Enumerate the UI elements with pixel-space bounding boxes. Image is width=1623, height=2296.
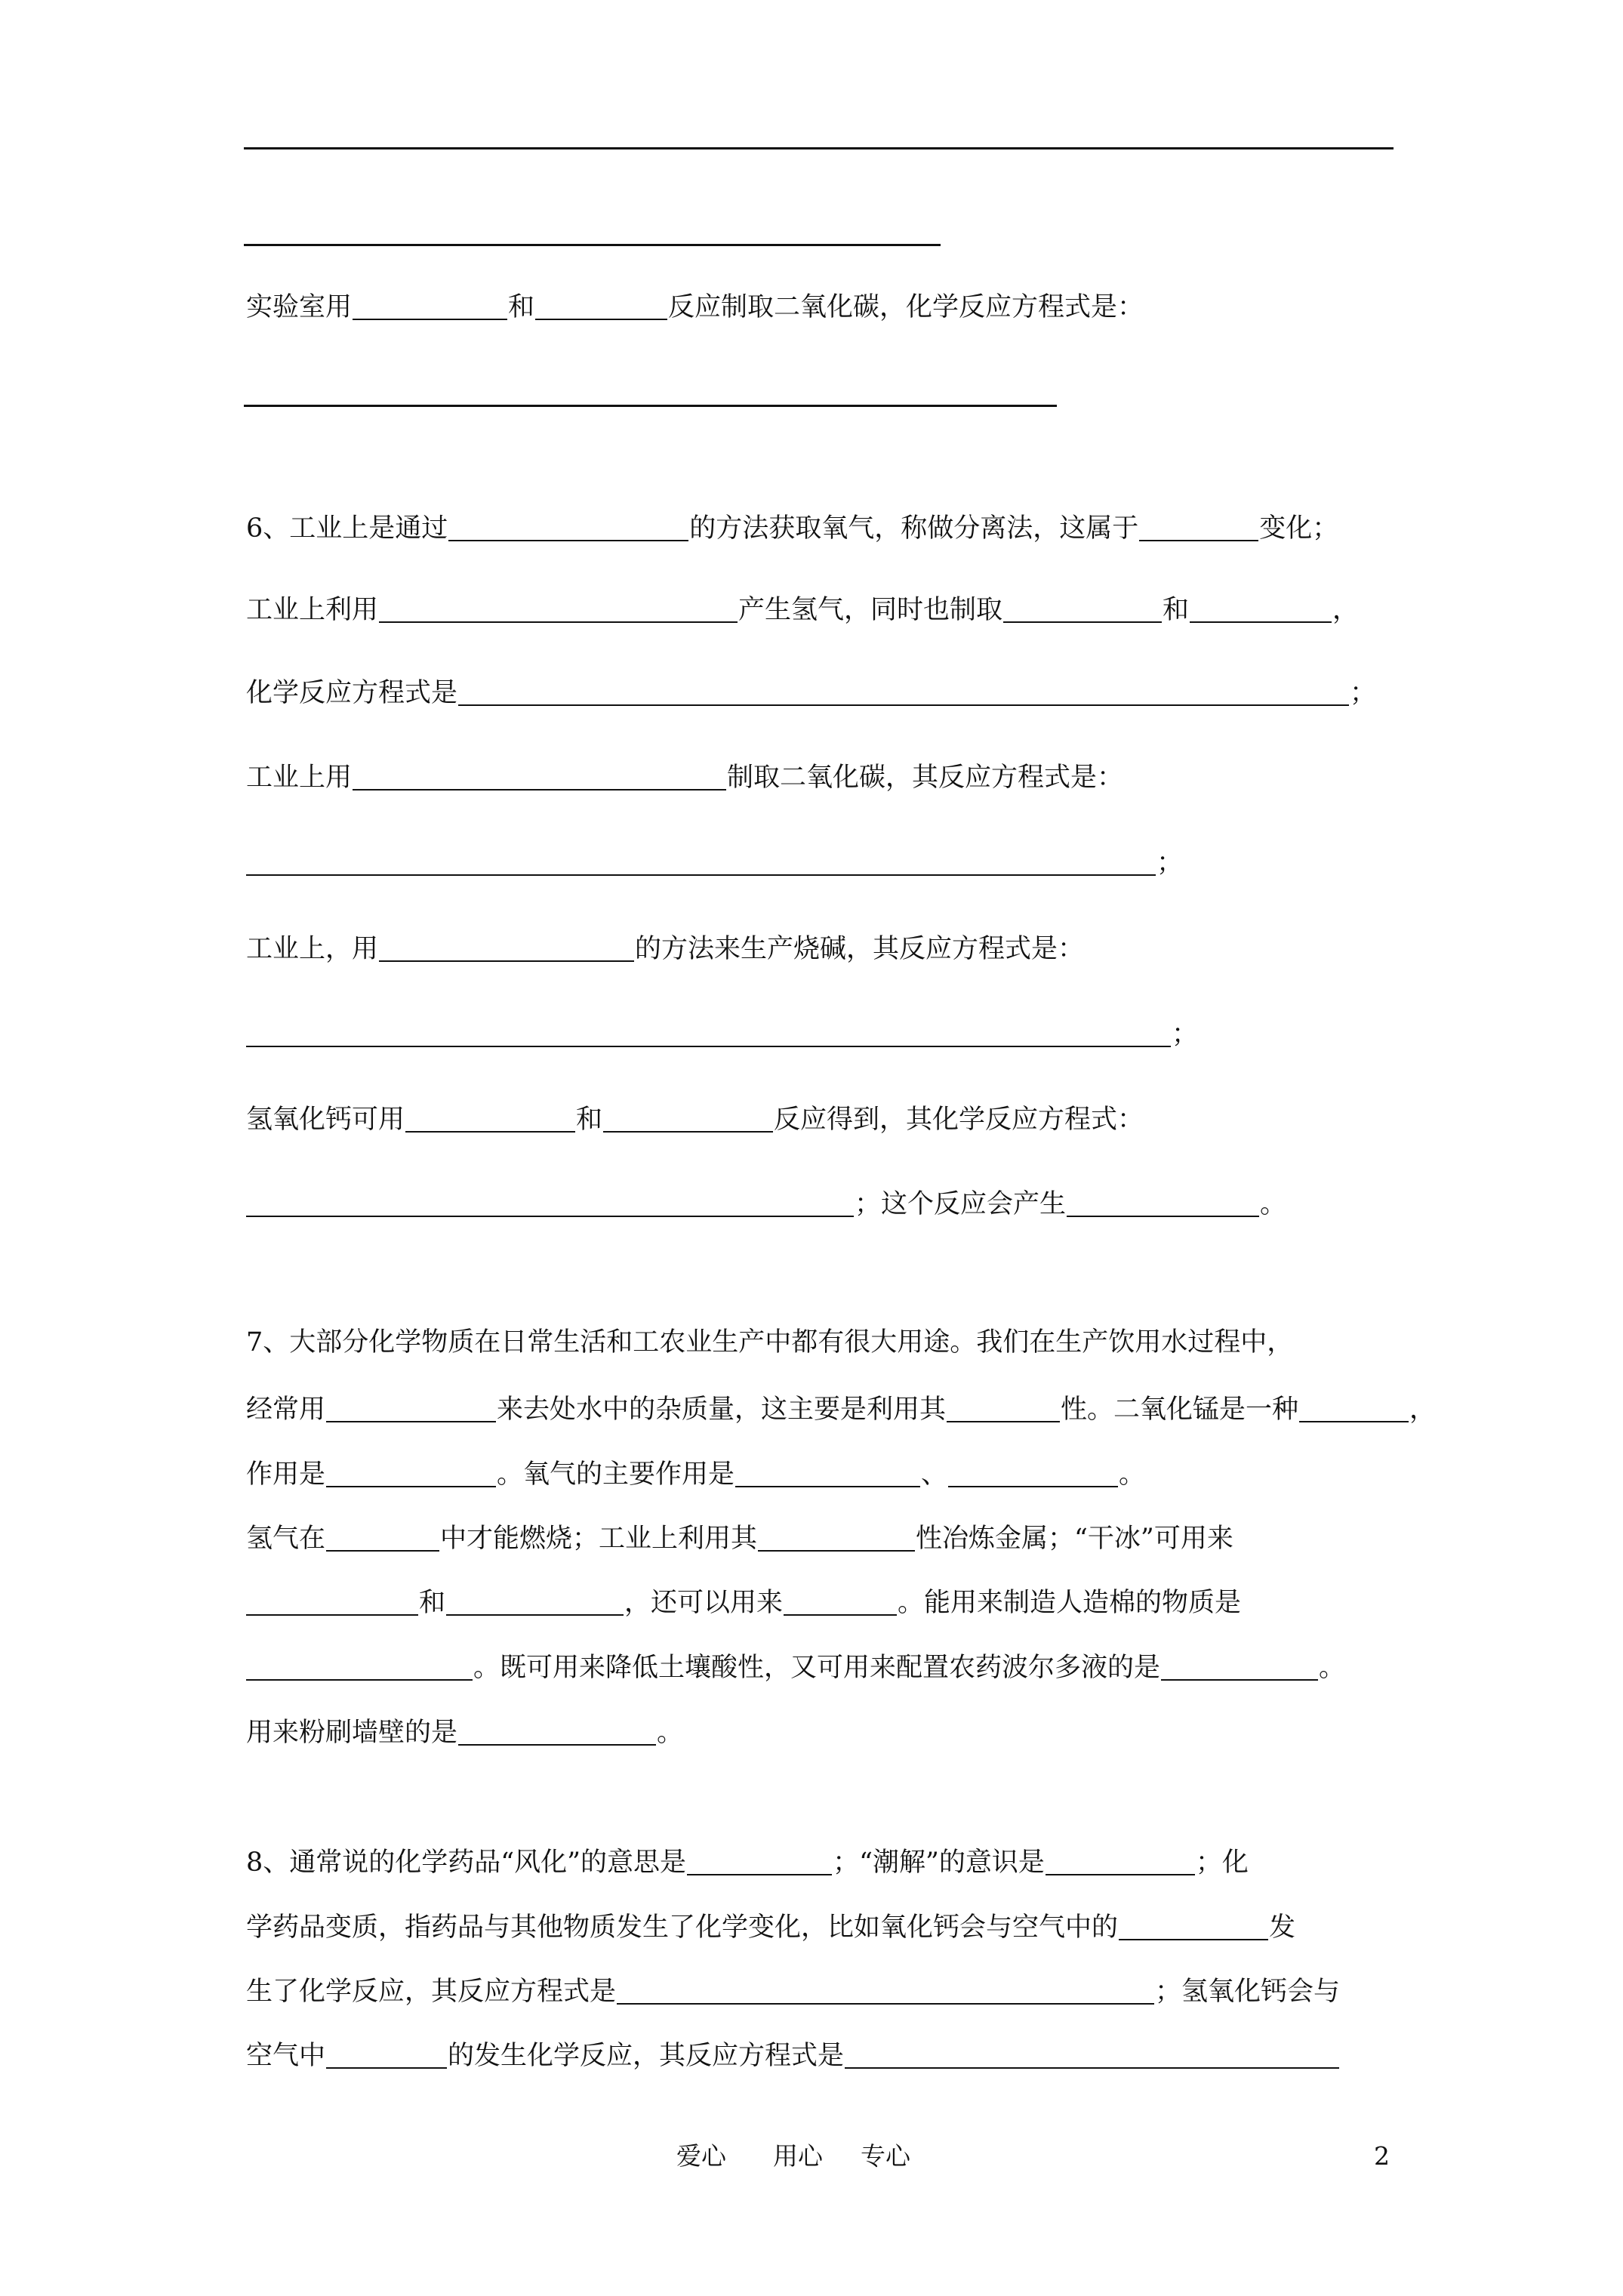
text: 。	[1319, 1653, 1346, 1683]
text: 产生氢气，同时也制取	[738, 595, 1003, 625]
fill-blank[interactable]	[326, 2037, 447, 2069]
q7-line-3	[246, 1456, 1145, 1493]
text: 性冶炼金属；“干冰”可用来	[916, 1524, 1233, 1554]
fill-blank[interactable]	[687, 1844, 832, 1875]
text: 工业上利用	[246, 595, 379, 625]
q7-line-1	[246, 1324, 1293, 1361]
q7-line-7	[246, 1714, 683, 1752]
text: 。既可用来降低土壤酸性，又可用来配置农药波尔多液的是	[473, 1653, 1161, 1683]
text: ；	[1350, 678, 1377, 708]
q8-line-4	[246, 2037, 1340, 2075]
text: 性。二氧化锰是一种	[1061, 1395, 1299, 1425]
text: 工业上，用	[246, 934, 379, 964]
fill-blank[interactable]	[353, 288, 507, 320]
fill-blank[interactable]	[458, 674, 1349, 706]
fill-blank[interactable]	[1067, 1185, 1259, 1217]
footer-motto-3: 专心	[861, 2141, 910, 2171]
question-number-8: 8、通常说的化学药品“风化”的意思是	[246, 1848, 687, 1878]
text: ，	[1332, 595, 1360, 625]
q6-line-5	[246, 844, 1183, 882]
fill-blank[interactable]	[326, 1456, 496, 1487]
text: 和	[576, 1105, 603, 1135]
text: 。能用来制造人造棉的物质是	[898, 1588, 1242, 1618]
text: ，还可以用来	[624, 1588, 784, 1618]
fill-blank[interactable]	[326, 1391, 496, 1422]
text: 反应制取二氧化碳，化学反应方程式是：	[668, 292, 1144, 322]
fill-blank[interactable]	[353, 759, 726, 791]
q6-line-6	[246, 930, 1084, 968]
text: 变化；	[1259, 513, 1339, 544]
fill-blank[interactable]	[246, 1015, 1171, 1047]
fill-blank[interactable]	[1003, 591, 1162, 623]
fill-blank[interactable]	[246, 1185, 854, 1217]
q6-line-4	[246, 759, 1123, 797]
text: 实验室用	[246, 292, 353, 322]
q6-line-7	[246, 1015, 1198, 1053]
text: 和	[1163, 595, 1190, 625]
text: 的发生化学反应，其反应方程式是	[448, 2041, 845, 2071]
fill-blank[interactable]	[1119, 1909, 1268, 1940]
text: 。氧气的主要作用是	[497, 1459, 735, 1490]
fill-blank[interactable]	[1299, 1391, 1409, 1422]
text: 制取二氧化碳，其反应方程式是：	[727, 763, 1124, 793]
text: ，	[1409, 1395, 1437, 1425]
text: 中才能燃烧；工业上利用其	[440, 1524, 758, 1554]
q6-line-9	[246, 1185, 1286, 1223]
text: 经常用	[246, 1395, 326, 1425]
text: 。	[1119, 1459, 1146, 1490]
text: 的方法来生产烧碱，其反应方程式是：	[635, 934, 1085, 964]
fill-blank[interactable]	[446, 1584, 624, 1616]
q8-line-2	[246, 1909, 1295, 1946]
text: ；氢氧化钙会与	[1155, 1977, 1341, 2007]
q5-line-lab	[246, 288, 1144, 326]
text: 学药品变质，指药品与其他物质发生了化学变化，比如氧化钙会与空气中的	[246, 1912, 1119, 1943]
fill-blank[interactable]	[1139, 510, 1258, 541]
text: 。	[1260, 1189, 1287, 1219]
fill-blank[interactable]	[735, 1456, 920, 1487]
text: 作用是	[246, 1459, 326, 1490]
fill-blank[interactable]	[246, 1584, 418, 1616]
q6-line-8	[246, 1101, 1144, 1139]
q8-line-3	[246, 1973, 1340, 2011]
fill-blank[interactable]	[379, 591, 738, 623]
fill-blank[interactable]	[947, 1391, 1060, 1422]
text: 和	[419, 1588, 446, 1618]
text: 氢氧化钙可用	[246, 1105, 405, 1135]
fill-blank[interactable]	[379, 930, 634, 962]
q8-line-1	[246, 1844, 1249, 1881]
fill-blank[interactable]	[458, 1714, 656, 1746]
page-number: 2	[1374, 2141, 1390, 2171]
q7-line-5	[246, 1584, 1241, 1622]
question-number-6: 6、工业上是通过	[246, 513, 448, 544]
text: ；	[1156, 848, 1184, 878]
text: 来去处水中的杂质量，这主要是利用其	[497, 1395, 947, 1425]
fill-blank[interactable]	[1190, 591, 1332, 623]
fill-blank[interactable]	[246, 1649, 473, 1681]
q7-line-2	[246, 1391, 1436, 1428]
question-number-7: 7、大部分化学物质在日常生活和工农业生产中都有很大用途。我们在生产饮用水过程中，	[246, 1327, 1294, 1358]
text: 用来粉刷墙壁的是	[246, 1718, 458, 1748]
q7-line-4	[246, 1520, 1233, 1558]
text: 工业上用	[246, 763, 353, 793]
fill-blank[interactable]	[948, 1456, 1118, 1487]
fill-blank[interactable]	[617, 1973, 1154, 2005]
q6-line-2	[246, 591, 1359, 629]
fill-blank[interactable]	[1046, 1844, 1195, 1875]
answer-line	[244, 244, 941, 246]
fill-blank[interactable]	[448, 510, 688, 541]
answer-line	[244, 147, 1394, 149]
fill-blank[interactable]	[845, 2037, 1339, 2069]
fill-blank[interactable]	[758, 1520, 915, 1552]
q7-line-6	[246, 1649, 1345, 1687]
text: 反应得到，其化学反应方程式：	[774, 1105, 1144, 1135]
text: ；化	[1195, 1848, 1249, 1878]
text: 、	[921, 1459, 948, 1490]
fill-blank[interactable]	[784, 1584, 897, 1616]
answer-line	[244, 405, 1057, 407]
fill-blank[interactable]	[603, 1101, 773, 1133]
text: 。	[657, 1718, 684, 1748]
text: 氢气在	[246, 1524, 326, 1554]
footer-motto-2: 用心	[773, 2141, 823, 2171]
text: 生了化学反应，其反应方程式是	[246, 1977, 617, 2007]
q6-line-1	[246, 510, 1338, 547]
text: 发	[1269, 1912, 1296, 1943]
text: 空气中	[246, 2041, 326, 2071]
text: 和	[508, 292, 535, 322]
fill-blank[interactable]	[246, 844, 1156, 876]
text: 化学反应方程式是	[246, 678, 458, 708]
fill-blank[interactable]	[1161, 1649, 1318, 1681]
text: ；这个反应会产生	[855, 1189, 1067, 1219]
fill-blank[interactable]	[535, 288, 667, 320]
text: 的方法获取氧气，称做分离法，这属于	[689, 513, 1139, 544]
footer-motto-1: 爱心	[676, 2141, 726, 2171]
q6-line-3	[246, 674, 1376, 712]
text: ；	[1172, 1019, 1199, 1049]
text: ；“潮解”的意识是	[833, 1848, 1045, 1878]
fill-blank[interactable]	[326, 1520, 439, 1552]
fill-blank[interactable]	[405, 1101, 575, 1133]
